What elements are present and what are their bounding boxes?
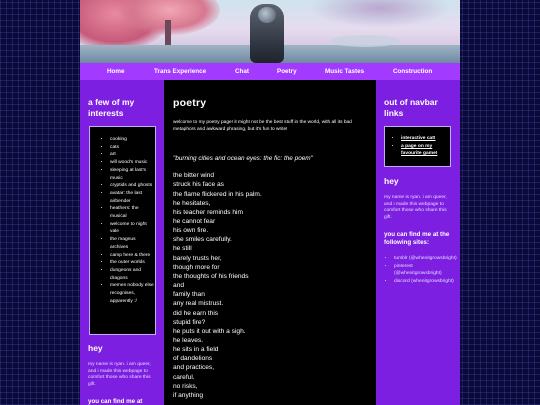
nav-link-trans-experience[interactable]: Trans Experience <box>154 68 207 75</box>
list-item: • cooking <box>110 136 155 144</box>
hey-text: my name is ryan. i am queer, and i made this webpage to comfort those who share this gift. <box>88 362 151 387</box>
poem-line: the bitter wind <box>173 172 215 180</box>
poem-line: barely trusts her, <box>173 254 222 262</box>
poem-line: his own fire. <box>173 227 209 235</box>
poem-line: no risks, <box>173 382 198 390</box>
poem-line: family than <box>173 291 205 299</box>
interests-list <box>90 136 155 305</box>
poem-line: stupid fire? <box>173 318 206 326</box>
poem-line: he leaves. <box>173 337 204 344</box>
intro-text: welcome to my poetry page! it might not be the best stuff in the world, with all its bad metaphors and awkward phrasing, but it's fun to write! <box>173 120 352 132</box>
list-item: • art <box>110 151 155 159</box>
list-item: • tumblr (@whenitgrowsbright) <box>394 255 460 263</box>
interests-heading: a few of my interests <box>88 97 135 118</box>
navbar <box>80 63 460 80</box>
poem-line: he still <box>173 245 192 253</box>
nav-link-home[interactable]: Home <box>107 68 125 75</box>
list-item: • discord (whenitgrowsbright) <box>394 278 460 286</box>
poem-line: and practices, <box>173 364 215 372</box>
list-item: • heathers: the musical <box>110 205 155 220</box>
poem-line: if anything <box>173 391 204 399</box>
hey-heading: hey <box>384 176 399 186</box>
list-item: • pinterest (@whenitgrowsbright) <box>394 263 460 278</box>
poem-line: she smiles carefully. <box>173 236 232 244</box>
list-item: • welcome to night vale <box>110 221 155 236</box>
poem-line: the flame flickered in his palm. <box>173 190 262 198</box>
right-sidebar <box>376 80 460 405</box>
poem-line: struck his face as <box>173 181 224 189</box>
hey-heading: hey <box>88 343 103 353</box>
links-heading: out of navbar links <box>384 97 438 118</box>
list-item: • will wood's music <box>110 159 155 167</box>
left-sidebar <box>80 80 164 405</box>
list-item: • dungeons and dragons <box>110 267 155 282</box>
link-interactive-cat[interactable]: interactive cat! <box>401 136 436 141</box>
list-item <box>401 143 450 158</box>
list-item <box>401 135 450 143</box>
list-item: • sleeping at last's music <box>110 167 155 182</box>
poem-line: did he earn this <box>173 309 219 317</box>
list-item: • avatar: the last airbender <box>110 190 155 205</box>
list-item: • memes nobody else recognises, apparently :/ <box>110 282 155 305</box>
link-favourite-game[interactable]: a page on my favourite game! <box>401 143 438 157</box>
poem-line: the thoughts of his friends <box>173 272 249 280</box>
page-wrapper <box>80 0 460 405</box>
nav-link-poetry[interactable]: Poetry <box>277 68 297 75</box>
find-me-heading: you can find me at <box>88 398 143 405</box>
poem-line: and <box>173 282 185 290</box>
poem-line: his teacher reminds him <box>173 208 243 216</box>
poem-line: he puts it out with a sigh. <box>173 327 246 335</box>
list-item: • the magnus archives <box>110 236 155 251</box>
list-item: • the outer worlds <box>110 259 155 267</box>
hey-text: my name is ryan. i am queer, and i made this webpage to comfort those who share this gift. <box>384 195 447 220</box>
poem-line: of dandelions <box>173 355 213 363</box>
header-banner-image <box>80 0 460 63</box>
list-item: • cryptids and ghosts <box>110 182 155 190</box>
poem-line: he cannot fear <box>173 217 216 225</box>
poem-line: though more for <box>173 263 220 271</box>
poem-title: "burning cities and ocean eyes: the fic: the poem" <box>173 155 313 163</box>
sites-list <box>376 255 460 286</box>
nav-link-chat[interactable]: Chat <box>235 68 249 75</box>
find-me-heading: you can find me at the following sites: <box>384 231 450 246</box>
nav-link-music-tastes[interactable]: Music Tastes <box>325 68 365 75</box>
nav-link-construction[interactable]: Construction <box>393 68 433 75</box>
poem-line: any real mistrust. <box>173 300 224 308</box>
poem-line: careful. <box>173 373 195 381</box>
interests-box <box>89 126 156 335</box>
poem-line: he sits in a field <box>173 346 219 354</box>
poem-line: he hesitates, <box>173 199 211 207</box>
links-box <box>384 126 451 167</box>
list-item: • cats <box>110 144 155 152</box>
poem-body <box>173 171 367 400</box>
list-item: • camp here & there <box>110 252 155 260</box>
main-content <box>164 80 376 405</box>
page-title: poetry <box>173 97 207 109</box>
links-list <box>385 135 450 158</box>
